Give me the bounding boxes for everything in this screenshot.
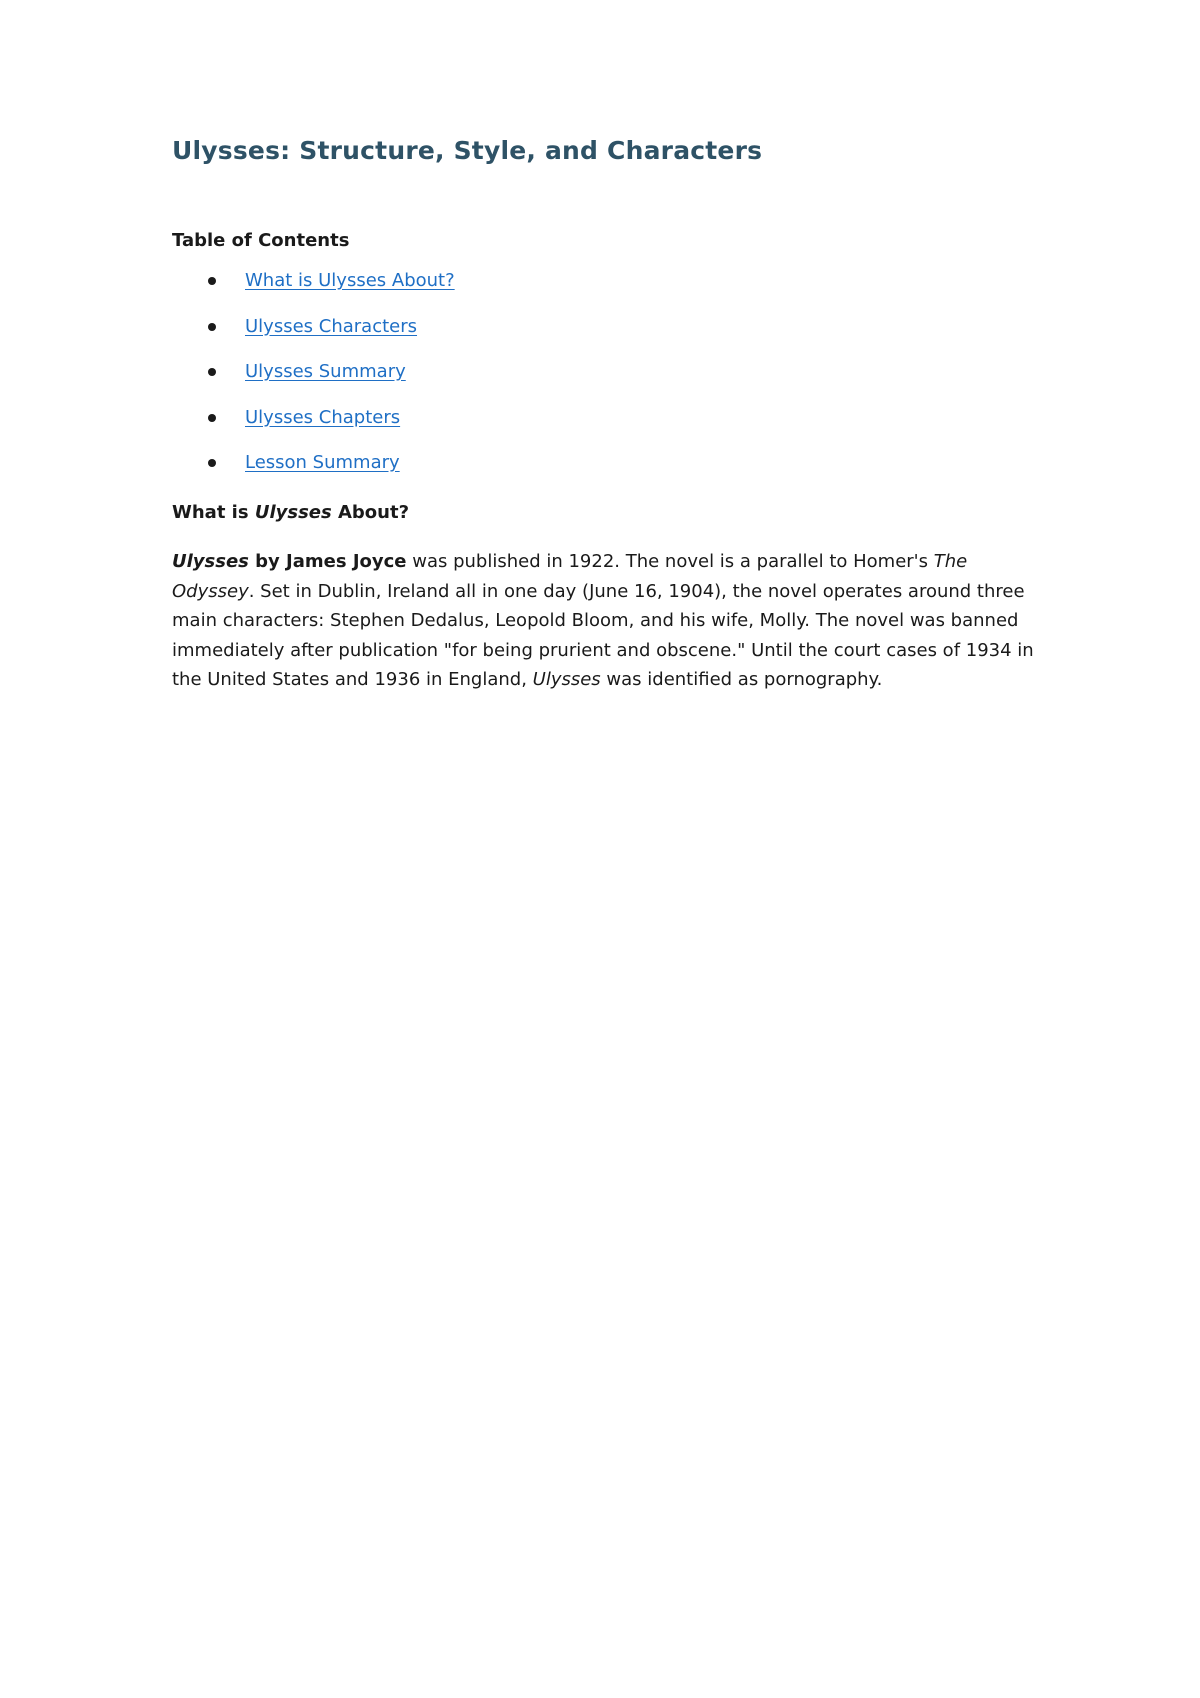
toc-link-ulysses-chapters[interactable]: Ulysses Chapters — [245, 406, 401, 428]
para-text-3: was identified as pornography. — [600, 669, 883, 690]
section-heading-what-is-ulysses-about — [172, 502, 409, 523]
toc-item-ulysses-characters — [172, 314, 872, 360]
para-author: by James Joyce — [248, 551, 407, 572]
toc-link-lesson-summary[interactable]: Lesson Summary — [245, 452, 400, 473]
toc-link-ulysses-characters[interactable]: Ulysses Characters — [245, 315, 418, 337]
para-ulysses-title: Ulysses — [172, 551, 249, 572]
para-ulysses-title-2: Ulysses — [532, 669, 601, 690]
toc-item-what-is-ulysses-about — [172, 268, 872, 314]
para-text-1: was published in 1922. The novel is a parallel to Homer's — [406, 551, 934, 572]
toc-item-ulysses-chapters — [172, 405, 872, 451]
section-heading-title-italic: Ulysses — [254, 502, 332, 523]
table-of-contents — [172, 268, 872, 496]
bullet-icon — [208, 459, 216, 467]
toc-link-what-is-ulysses-about[interactable]: What is Ulysses About? — [245, 270, 455, 291]
section-heading-post: About? — [331, 502, 410, 523]
section-heading-pre: What is — [172, 502, 255, 523]
toc-heading: Table of Contents — [172, 230, 350, 251]
bullet-icon — [208, 368, 216, 376]
para-text-2: . Set in Dublin, Ireland all in one day (June 16, 1904), the novel operates around three main characters: Stephen Dedalus, Leopold Bloom, and his wife, Molly. The novel was banned immediately after publication "for being prurient and obscene." Until the court cases of 1934 in the United States and 1936 in England, — [172, 580, 1034, 690]
bullet-icon — [208, 277, 216, 285]
para-odyssey-title: The Odyssey — [172, 551, 968, 602]
section-paragraph — [172, 547, 1052, 695]
toc-link-ulysses-summary[interactable]: Ulysses Summary — [245, 361, 406, 382]
toc-item-lesson-summary — [172, 450, 872, 496]
page-title: Ulysses: Structure, Style, and Characters — [172, 136, 763, 165]
bullet-icon — [208, 323, 216, 331]
toc-item-ulysses-summary — [172, 359, 872, 405]
bullet-icon — [208, 414, 216, 422]
